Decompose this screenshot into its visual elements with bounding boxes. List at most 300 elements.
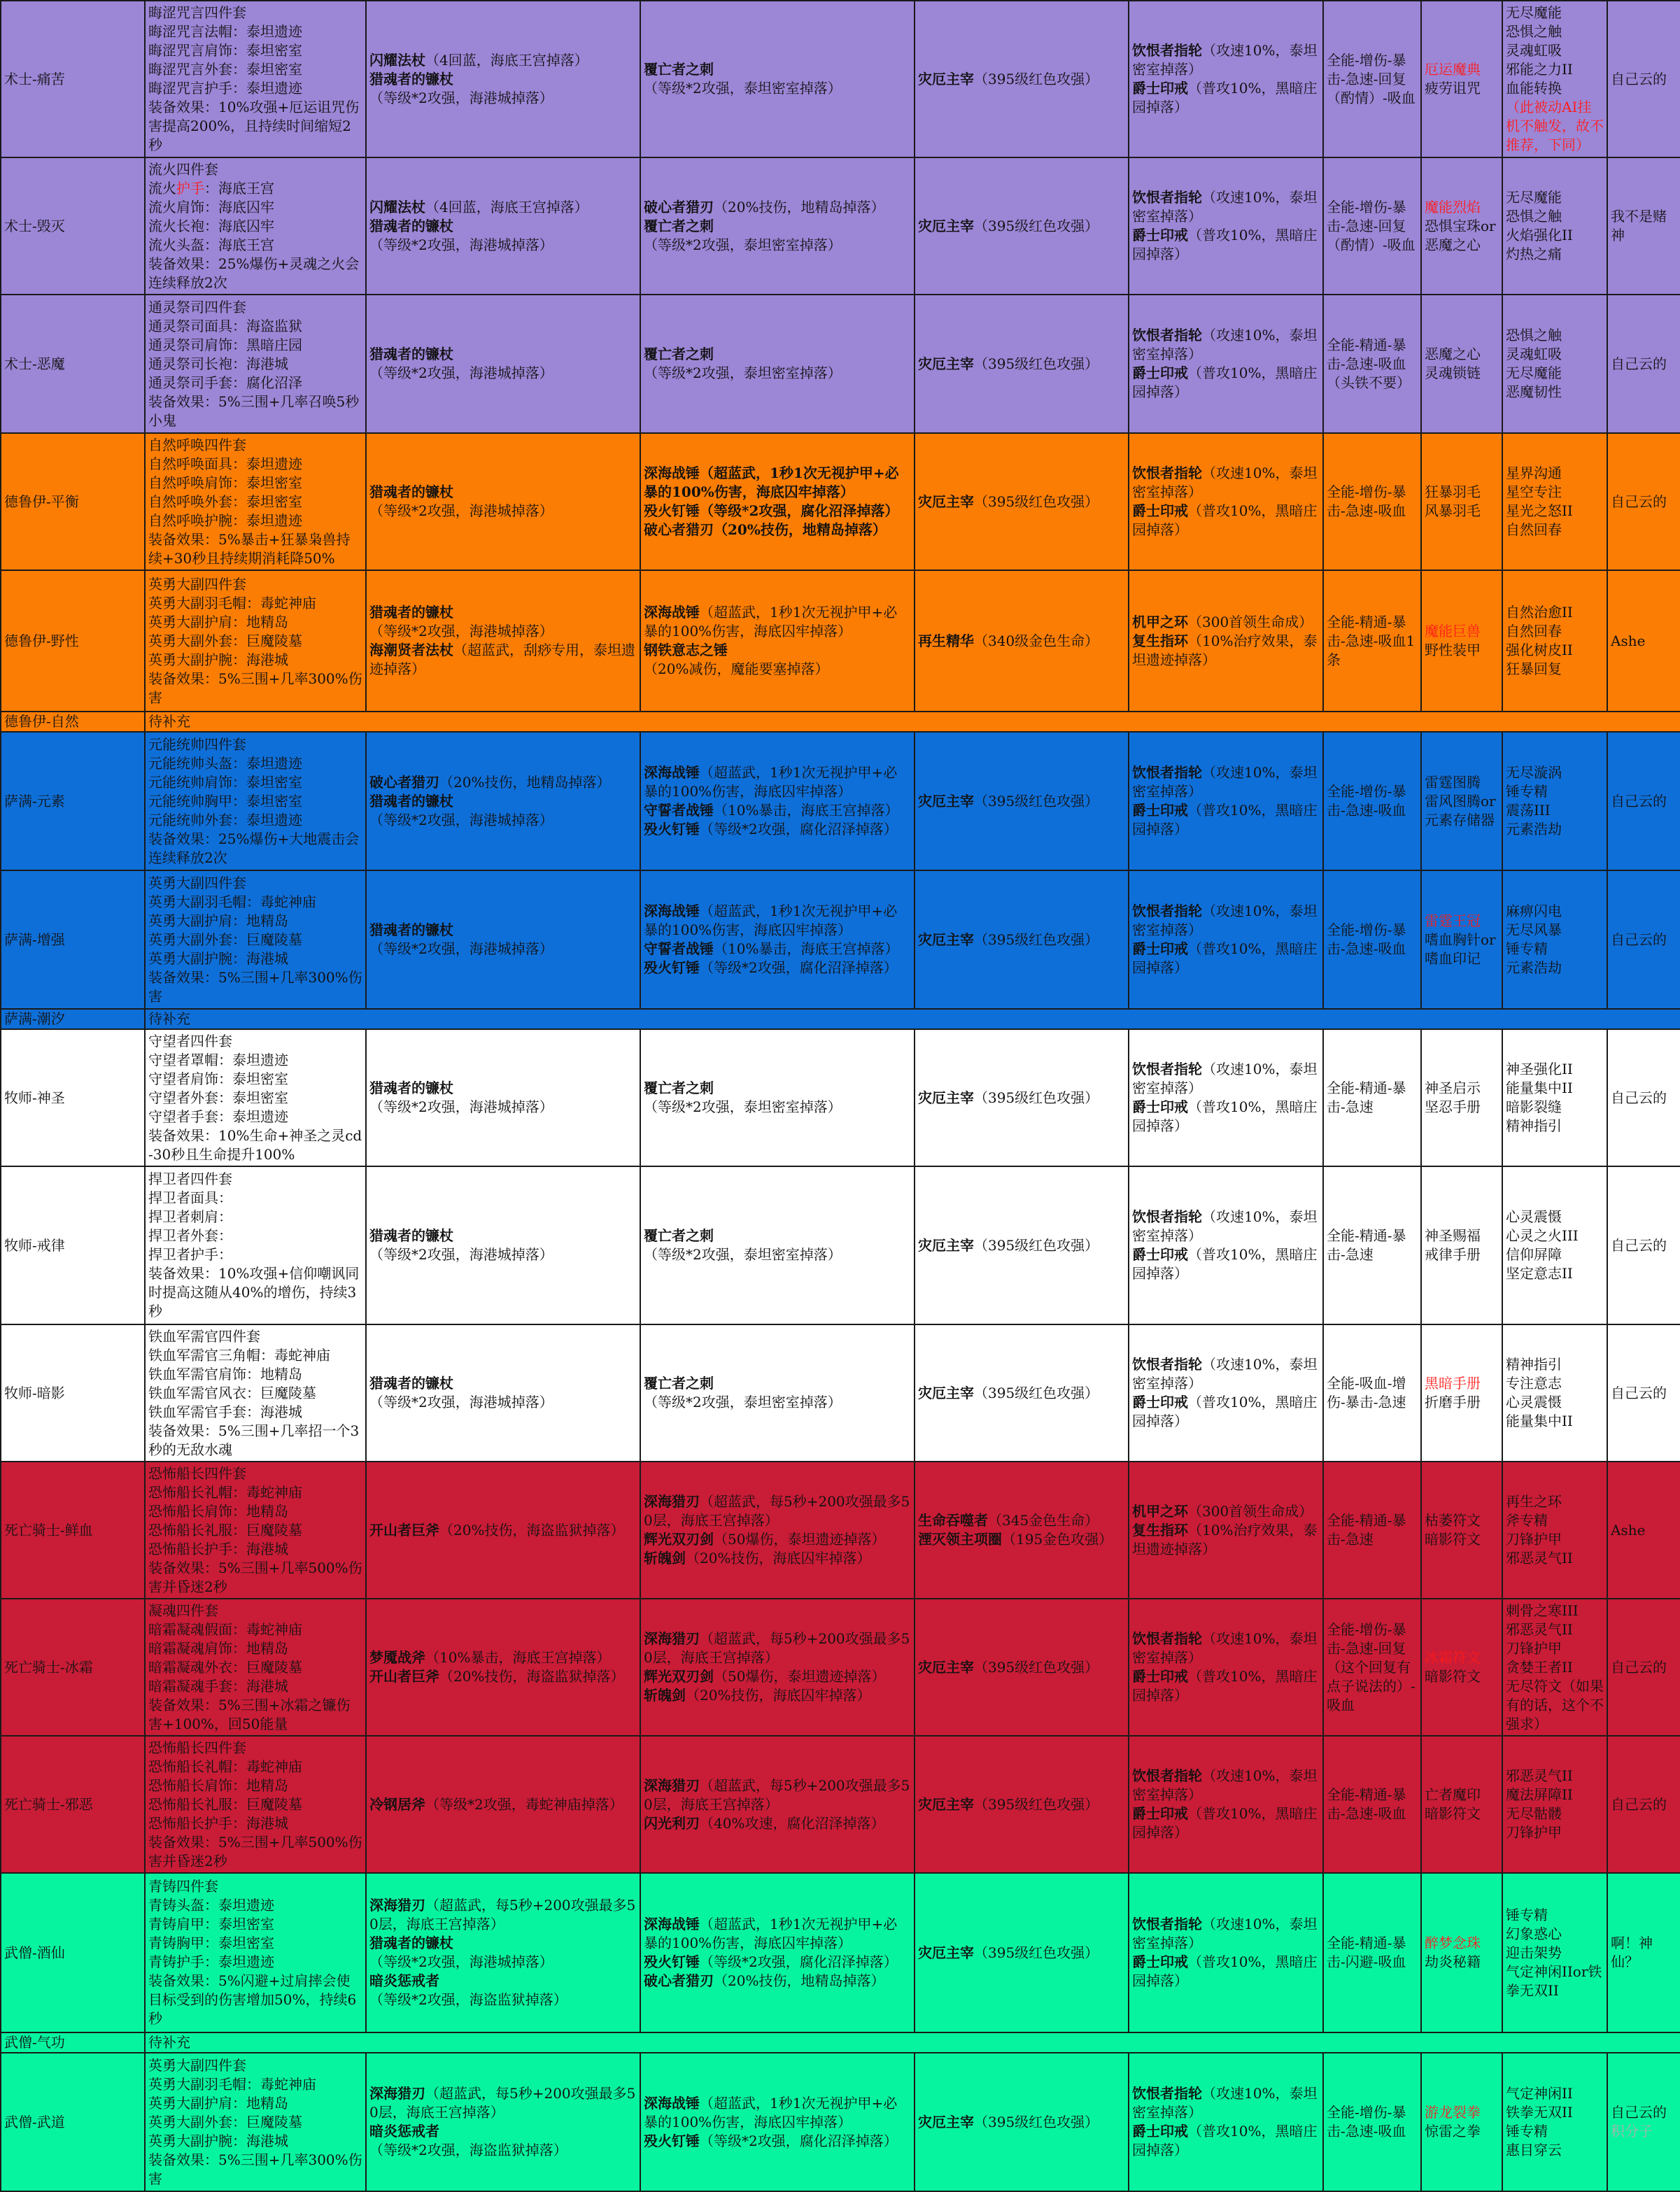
- off-hand-cell: [640, 433, 915, 570]
- talent: 锤专精: [1506, 940, 1548, 957]
- class-spec-cell: 死亡骑士-冰霜: [1, 1599, 145, 1736]
- item-desc: （普攻10%，黑暗庄园掉落）: [1132, 1953, 1318, 1989]
- stat-priority-cell: 全能-增伤-暴击-急速-回复（酌情）-吸血: [1323, 1, 1421, 157]
- item-entry: [1132, 464, 1320, 502]
- item-entry: [644, 1686, 911, 1705]
- item-entry: [644, 1629, 911, 1667]
- stat-priority-cell: 全能-精通-暴击-急速-吸血（头铁不要）: [1323, 295, 1421, 433]
- set-line: 铁血军需官三角帽：毒蛇神庙: [148, 1346, 330, 1364]
- set-line: 装备效果：5%三围+几率招一个3秒的无敌水魂: [148, 1422, 360, 1458]
- item-name: 饮恨者指轮: [1132, 465, 1202, 481]
- skill-book: 灵魂锁链: [1425, 365, 1481, 381]
- accessory-cell: [915, 1, 1129, 157]
- item-entry: [644, 1972, 911, 1991]
- armor-set-cell: [145, 870, 366, 1009]
- item-entry: [1132, 1393, 1320, 1431]
- skill-book: 游龙裂拳: [1425, 2104, 1481, 2121]
- talent: 星界沟通: [1506, 465, 1562, 481]
- rings-cell: [1129, 1873, 1323, 2032]
- item-name: 覆亡者之刺: [644, 217, 714, 234]
- set-line: 装备效果：5%三围+几率500%伤害并昏迷2秒: [148, 1833, 362, 1869]
- item-entry: [1132, 1208, 1320, 1245]
- item-entry: [369, 641, 637, 679]
- class-spec-cell: 萨满-潮汐: [1, 1009, 145, 1029]
- item-name: 爵士印戒: [1132, 1953, 1188, 1970]
- item-entry: [1132, 1355, 1320, 1393]
- item-desc: （20%减伤，魔能要塞掉落）: [644, 660, 829, 677]
- item-name: 深海猎刃: [644, 1493, 700, 1510]
- skill-book: 魔能烈焰: [1425, 198, 1481, 215]
- stat-priority-cell: 全能-精通-暴击-急速: [1323, 1462, 1421, 1599]
- talent: 迎击架势: [1506, 1944, 1562, 1961]
- item-entry: [1132, 79, 1320, 117]
- author-cell: [1607, 570, 1680, 712]
- talent: 能量集中II: [1506, 1080, 1573, 1096]
- item-name: 破心者猎刃（20%技伤，地精岛掉落）: [644, 521, 887, 538]
- item-name: 海潮贤者法杖: [369, 642, 453, 658]
- author-name: 自己云的: [1611, 1236, 1667, 1254]
- armor-set-cell: [145, 732, 366, 870]
- set-line: 恐怖船长礼服：巨魔陵墓: [148, 1521, 302, 1539]
- armor-set-cell: [145, 1873, 366, 2032]
- rings-cell: [1129, 2053, 1323, 2191]
- set-line: 暗霜凝魂手套：海港城: [148, 1677, 288, 1695]
- author-name: 自己云的: [1611, 1384, 1667, 1401]
- main-hand-cell: [366, 870, 640, 1009]
- skill-book: 嗜血胸针or嗜血印记: [1425, 931, 1496, 967]
- item-name: 破心者猎刃: [644, 1972, 714, 1989]
- item-entry: [1132, 1629, 1320, 1667]
- item-entry: [1132, 226, 1320, 264]
- class-spec-cell: 术士-痛苦: [1, 1, 145, 157]
- item-entry: [1132, 1804, 1320, 1842]
- item-entry: [369, 1521, 637, 1540]
- item-desc: （超蓝武，1秒1次无视护甲+必暴的100%伤害，海底囚牢掉落）: [644, 903, 898, 938]
- skill-book: 雷霆图腾: [1425, 773, 1481, 791]
- set-line: 青铸四件套: [148, 1878, 218, 1895]
- main-hand-cell: [366, 732, 640, 870]
- author-name: Ashe: [1611, 1521, 1646, 1539]
- set-line: 元能统帅肩饰：泰坦密室: [148, 773, 302, 791]
- set-line: 自然呼唤外套：泰坦密室: [148, 493, 302, 510]
- set-line: 英勇大副护肩：地精岛: [148, 2094, 288, 2112]
- build-row: [1, 1873, 1680, 2032]
- talent: 灵魂虹吸: [1506, 42, 1562, 59]
- author-cell: [1607, 870, 1680, 1009]
- item-name: 饮恨者指轮: [1132, 42, 1202, 59]
- item-desc: （395级红色攻强）: [974, 1089, 1099, 1106]
- build-row: [1, 1599, 1680, 1736]
- class-spec-cell: 死亡骑士-鲜血: [1, 1462, 145, 1599]
- armor-set-cell: [145, 2053, 366, 2191]
- item-name: 饮恨者指轮: [1132, 1208, 1202, 1225]
- main-hand-cell: [366, 1, 640, 157]
- set-line: 元能统帅头盔：泰坦遗迹: [148, 754, 302, 772]
- item-name: 饮恨者指轮: [1132, 1630, 1202, 1647]
- item-entry: [1132, 1953, 1320, 1991]
- item-name: 覆亡者之刺: [644, 1375, 714, 1392]
- item-name: 猎魂者的镰杖: [369, 483, 453, 500]
- author-name: 我不是赌神: [1611, 208, 1667, 243]
- item-entry: [918, 355, 1125, 374]
- talent: 心灵震慑: [1506, 1208, 1562, 1225]
- item-name: 灾厄主宰: [918, 493, 974, 510]
- talent: 无尽魔能: [1506, 4, 1562, 21]
- set-line: 英勇大副四件套: [148, 874, 246, 891]
- item-name: 爵士印戒: [1132, 80, 1188, 97]
- set-line: 装备效果：25%爆伤+大地震击会连续释放2次: [148, 830, 360, 866]
- class-spec-cell: 术士-恶魔: [1, 295, 145, 433]
- talent: 气定神闲IIor铁拳无双II: [1506, 1963, 1602, 1999]
- talent: 元素浩劫: [1506, 821, 1562, 837]
- item-desc: （等级*2攻强，泰坦密室掉落）: [644, 1098, 842, 1115]
- main-hand-cell: [366, 1736, 640, 1873]
- item-name: 爵士印戒: [1132, 1246, 1188, 1263]
- armor-set-cell: [145, 157, 366, 295]
- item-entry: [644, 641, 911, 679]
- accessory-cell: [915, 295, 1129, 433]
- class-spec-cell: 术士-毁灭: [1, 157, 145, 295]
- set-line: 暗霜凝魂外衣：巨魔陵墓: [148, 1658, 302, 1676]
- set-line: 装备效果：10%攻强+信仰嘲讽同时提高这随从40%的增伤，持续3秒: [148, 1265, 360, 1320]
- set-line: 晦涩咒言四件套: [148, 4, 246, 21]
- item-name: 爵士印戒: [1132, 1668, 1188, 1685]
- accessory-cell: [915, 870, 1129, 1009]
- item-entry: [644, 217, 911, 255]
- item-entry: [369, 483, 637, 521]
- item-name: 深海战锤: [644, 2094, 700, 2112]
- talent: 无尽符文（如果有的话，这个不强求）: [1506, 1677, 1604, 1732]
- talent: 自然回春: [1506, 521, 1562, 538]
- skill-books-cell: [1421, 295, 1502, 433]
- set-line: 铁血军需官风衣：巨魔陵墓: [148, 1384, 316, 1401]
- talents-cell: [1502, 870, 1607, 1009]
- rings-cell: [1129, 157, 1323, 295]
- off-hand-cell: [640, 1736, 915, 1873]
- item-entry: [644, 1915, 911, 1953]
- item-entry: [644, 1549, 911, 1568]
- talent: 自然治愈II: [1506, 604, 1573, 621]
- item-entry: [918, 1511, 1125, 1530]
- build-row: [1, 1462, 1680, 1599]
- talent: 刀锋护甲: [1506, 1639, 1562, 1657]
- rings-cell: [1129, 1, 1323, 157]
- skill-book: 戒律手册: [1425, 1246, 1481, 1263]
- talent: 惠目穿云: [1506, 2142, 1562, 2158]
- set-line: 铁血军需官肩饰：地精岛: [148, 1365, 302, 1383]
- item-desc: （395级红色攻强）: [974, 2113, 1099, 2130]
- build-row: [1, 1, 1680, 157]
- set-segment: ：海底王宫: [204, 179, 274, 197]
- item-name: 生命吞噬者: [918, 1512, 988, 1529]
- skill-book: 折磨手册: [1425, 1394, 1481, 1410]
- item-desc: （攻速10%，泰坦密室掉落）: [1132, 189, 1318, 225]
- set-line: 凝魂四件套: [148, 1601, 218, 1619]
- armor-set-cell: [145, 1324, 366, 1462]
- talent: 恐惧之触: [1506, 23, 1562, 40]
- item-entry: [644, 464, 911, 502]
- item-name: 覆亡者之刺: [644, 1227, 714, 1244]
- item-name: 深海战锤: [644, 604, 700, 621]
- stat-priority-cell: 全能-增伤-暴击-急速-回复（酌情）-吸血: [1323, 157, 1421, 295]
- item-entry: [644, 1814, 911, 1833]
- talent: 魔法屏障II: [1506, 1786, 1573, 1803]
- author-name: 自己云的: [1611, 931, 1667, 948]
- item-desc: （攻速10%，泰坦密室掉落）: [1132, 1630, 1318, 1666]
- pending-note: 待补充: [145, 712, 1680, 732]
- set-line: 铁血军需官四件套: [148, 1327, 260, 1345]
- build-row: [1, 712, 1680, 732]
- author-name: 自己云的: [1611, 355, 1667, 372]
- set-line: 英勇大副护腕：海港城: [148, 2132, 288, 2149]
- item-entry: [918, 931, 1125, 949]
- main-hand-cell: [366, 157, 640, 295]
- item-desc: （攻速10%，泰坦密室掉落）: [1132, 465, 1318, 500]
- main-hand-cell: [366, 1599, 640, 1736]
- item-name: 猎魂者的镰杖: [369, 217, 453, 234]
- item-entry: [1132, 2084, 1320, 2122]
- item-entry: [369, 792, 637, 830]
- talent: 灼热之痛: [1506, 246, 1562, 262]
- build-row: [1, 1736, 1680, 1873]
- item-entry: [1132, 1060, 1320, 1098]
- skill-books-cell: [1421, 2053, 1502, 2191]
- item-desc: （等级*2攻强，海盗监狱掉落）: [369, 2142, 567, 2158]
- item-entry: [369, 345, 637, 383]
- off-hand-cell: [640, 1462, 915, 1599]
- item-name: 饮恨者指轮: [1132, 2085, 1202, 2102]
- build-row: [1, 295, 1680, 433]
- item-desc: （超蓝武，每5秒+200攻强最多50层，海底王宫掉落）: [369, 2085, 636, 2121]
- talent: 火焰强化II: [1506, 227, 1573, 243]
- item-name: 饮恨者指轮: [1132, 189, 1202, 206]
- item-name: 冷钢居斧: [369, 1795, 425, 1813]
- class-spec-cell: 死亡骑士-邪恶: [1, 1736, 145, 1873]
- item-entry: [1132, 763, 1320, 801]
- class-spec-cell: 牧师-神圣: [1, 1029, 145, 1166]
- set-line: [148, 179, 362, 198]
- armor-set-cell: [145, 295, 366, 433]
- author-name: 自己云的: [1611, 1658, 1667, 1676]
- off-hand-cell: [640, 1324, 915, 1462]
- talent: 心灵之火III: [1506, 1227, 1579, 1244]
- talent: 狂暴回复: [1506, 660, 1562, 677]
- stat-priority-cell: 全能-精通-暴击-急速: [1323, 1166, 1421, 1324]
- class-spec-cell: 牧师-戒律: [1, 1166, 145, 1324]
- set-line: 捍卫者面具：: [148, 1189, 232, 1206]
- item-desc: （10%暴击，海底王宫掉落）: [425, 1649, 611, 1666]
- talent: 无尽漩涡: [1506, 764, 1562, 781]
- set-line: 暗霜凝魂肩饰：地精岛: [148, 1639, 288, 1657]
- set-line: 英勇大副羽毛帽：毒蛇神庙: [148, 893, 316, 910]
- accessory-cell: [915, 433, 1129, 570]
- skill-books-cell: [1421, 732, 1502, 870]
- set-line: 装备效果：5%闪避+过肩摔会使目标受到的伤害增加50%，持续6秒: [148, 1972, 357, 2027]
- item-desc: （超蓝武，每5秒+200攻强最多50层，海底王宫掉落）: [644, 1776, 910, 1813]
- armor-set-cell: [145, 1166, 366, 1324]
- item-name: 暗炎惩戒者: [369, 1972, 439, 1989]
- item-desc: （超蓝武，1秒1次无视护甲+必暴的100%伤害，海底囚牢掉落）: [644, 2094, 898, 2130]
- set-line: 晦涩咒言护手：泰坦遗迹: [148, 80, 302, 97]
- rings-cell: [1129, 1029, 1323, 1166]
- item-desc: （超蓝武，每5秒+200攻强最多50层，海底王宫掉落）: [644, 1493, 910, 1529]
- item-name: 殁火钉锤: [644, 821, 700, 837]
- item-entry: [369, 1896, 637, 1934]
- class-spec-cell: 萨满-增强: [1, 870, 145, 1009]
- item-name: 灾厄主宰: [918, 1089, 974, 1106]
- author-name: 啊！神仙？: [1611, 1935, 1653, 1970]
- off-hand-cell: [640, 870, 915, 1009]
- item-entry: [918, 493, 1125, 511]
- item-entry: [1132, 1245, 1320, 1283]
- set-line: 英勇大副外套：巨魔陵墓: [148, 632, 302, 649]
- set-line: 英勇大副护腕：海港城: [148, 651, 288, 668]
- item-desc: （等级*2攻强，海港城掉落）: [369, 89, 553, 106]
- talent: 铁拳无双II: [1506, 2104, 1573, 2121]
- skill-books-cell: [1421, 1873, 1502, 2032]
- accessory-cell: [915, 2053, 1129, 2191]
- set-line: 晦涩咒言肩饰：泰坦密室: [148, 42, 302, 59]
- item-desc: （等级*2攻强，毒蛇神庙掉落）: [425, 1795, 623, 1813]
- item-name: 守誓者战锤: [644, 940, 714, 957]
- class-spec-cell: 武僧-酒仙: [1, 1873, 145, 2032]
- item-name: 湮灭领主项圈: [918, 1531, 1002, 1548]
- pending-note: 待补充: [145, 2032, 1680, 2053]
- item-desc: （攻速10%，泰坦密室掉落）: [1132, 1208, 1318, 1244]
- talents-cell: [1502, 295, 1607, 433]
- author-name: 自己云的: [1611, 2104, 1667, 2121]
- skill-books-cell: [1421, 157, 1502, 295]
- author-cell: [1607, 2053, 1680, 2191]
- item-name: 灾厄主宰: [918, 931, 974, 948]
- skill-book: 雷风图腾or元素存储器: [1425, 792, 1496, 828]
- item-desc: （超蓝武，每5秒+200攻强最多50层，海底王宫掉落）: [644, 1630, 910, 1666]
- item-desc: （等级*2攻强，腐化沼泽掉落）: [700, 2132, 898, 2149]
- item-name: 饮恨者指轮: [1132, 903, 1202, 919]
- skill-book: 惊雷之拳: [1425, 2123, 1481, 2140]
- build-row: [1, 570, 1680, 712]
- item-name: 爵士印戒: [1132, 365, 1188, 381]
- item-name: 灾厄主宰: [918, 1236, 974, 1254]
- item-name: 闪光利刃: [644, 1814, 700, 1832]
- item-desc: （20%技伤，地精岛掉落）: [714, 198, 885, 215]
- item-desc: （10%暴击，海底王宫掉落）: [714, 802, 899, 819]
- author-name: 自己云的: [1611, 1795, 1667, 1813]
- talent: 气定神闲II: [1506, 2085, 1573, 2102]
- skill-books-cell: [1421, 1324, 1502, 1462]
- stat-priority-cell: 全能-精通-暴击-急速: [1323, 1029, 1421, 1166]
- item-name: 闪耀法杖: [369, 51, 425, 69]
- item-name: 深海战锤: [644, 903, 700, 919]
- item-name: 猎魂者的镰杖: [369, 604, 453, 621]
- item-name: 爵士印戒: [1132, 1098, 1188, 1115]
- talent: 无尽魔能: [1506, 365, 1562, 381]
- class-spec-cell: 武僧-气功: [1, 2032, 145, 2053]
- item-entry: [369, 1374, 637, 1412]
- item-name: 猎魂者的镰杖: [369, 70, 453, 87]
- item-desc: （普攻10%，黑暗庄园掉落）: [1132, 802, 1318, 837]
- item-entry: [644, 763, 911, 801]
- set-line: 捍卫者刺肩：: [148, 1208, 232, 1225]
- item-desc: （攻速10%，泰坦密室掉落）: [1132, 1916, 1318, 1951]
- item-entry: [1132, 502, 1320, 539]
- build-row: [1, 1166, 1680, 1324]
- item-entry: [644, 2094, 911, 2132]
- accessory-cell: [915, 1736, 1129, 1873]
- rings-cell: [1129, 1166, 1323, 1324]
- item-desc: （20%技伤，海底囚牢掉落）: [686, 1687, 871, 1704]
- author-cell: [1607, 1324, 1680, 1462]
- skill-book: 亡者魔印: [1425, 1786, 1481, 1803]
- armor-set-cell: [145, 1, 366, 157]
- item-name: 灾厄主宰: [918, 1944, 974, 1961]
- set-line: 通灵祭司肩饰：黑暗庄园: [148, 336, 302, 353]
- set-line: 英勇大副羽毛帽：毒蛇神庙: [148, 594, 316, 611]
- item-name: 梦魇战斧: [369, 1649, 425, 1666]
- set-line: 恐怖船长礼帽：毒蛇神庙: [148, 1758, 302, 1775]
- talents-cell: [1502, 1873, 1607, 2032]
- set-line: 恐怖船长护手：海港城: [148, 1814, 288, 1832]
- set-line: 晦涩咒言法帽：泰坦遗迹: [148, 23, 302, 40]
- item-name: 猎魂者的镰杖: [369, 792, 453, 809]
- item-entry: [918, 70, 1125, 89]
- item-name: 灾厄主宰: [918, 792, 974, 809]
- item-desc: （345金色生命）: [988, 1512, 1099, 1529]
- item-desc: （等级*2攻强，海港城掉落）: [369, 1953, 553, 1970]
- item-entry: [918, 1944, 1125, 1963]
- item-entry: [918, 632, 1125, 651]
- item-entry: [369, 51, 637, 70]
- off-hand-cell: [640, 295, 915, 433]
- item-entry: [369, 1667, 637, 1686]
- skill-books-cell: [1421, 1166, 1502, 1324]
- item-entry: [644, 1667, 911, 1686]
- class-spec-cell: 武僧-武道: [1, 2053, 145, 2191]
- item-name: 深海战锤: [644, 764, 700, 781]
- item-entry: [644, 345, 911, 383]
- item-name: 灾厄主宰: [918, 1384, 974, 1401]
- item-entry: [644, 2132, 911, 2151]
- skill-book: 风暴羽毛: [1425, 502, 1481, 519]
- talent: 无尽魔能: [1506, 189, 1562, 206]
- set-line: 通灵祭司面具：海盗监狱: [148, 317, 302, 334]
- item-entry: [369, 1795, 637, 1814]
- item-desc: （普攻10%，黑暗庄园掉落）: [1132, 80, 1318, 115]
- skill-book: 疲劳诅咒: [1425, 80, 1481, 97]
- item-desc: （攻速10%，泰坦密室掉落）: [1132, 1767, 1318, 1803]
- item-entry: [644, 502, 911, 521]
- talent: 星空专注: [1506, 483, 1562, 500]
- item-entry: [918, 1384, 1125, 1403]
- talent: 邪恶灵气II: [1506, 1620, 1573, 1638]
- skill-book: 坚忍手册: [1425, 1098, 1481, 1115]
- main-hand-cell: [366, 1873, 640, 2032]
- item-name: 爵士印戒: [1132, 227, 1188, 243]
- item-name: 破心者猎刃: [644, 198, 714, 215]
- item-desc: （普攻10%，黑暗庄园掉落）: [1132, 940, 1318, 976]
- set-line: 装备效果：10%攻强+厄运诅咒伤害提高200%，且持续时间缩短2秒: [148, 99, 360, 153]
- rings-cell: [1129, 870, 1323, 1009]
- watermark: 积分子: [1611, 2123, 1653, 2140]
- talent: 强化树皮II: [1506, 642, 1573, 658]
- set-line: 装备效果：5%三围+几率500%伤害并昏迷2秒: [148, 1559, 362, 1595]
- set-line: 恐怖船长四件套: [148, 1464, 246, 1482]
- item-desc: （超蓝武，刮痧专用，泰坦遗迹掉落）: [369, 642, 635, 677]
- item-name: 饮恨者指轮: [1132, 1767, 1202, 1784]
- item-desc: （340级金色生命）: [974, 632, 1099, 649]
- item-desc: （普攻10%，黑暗庄园掉落）: [1132, 502, 1318, 538]
- talent: 坚定意志II: [1506, 1265, 1573, 1282]
